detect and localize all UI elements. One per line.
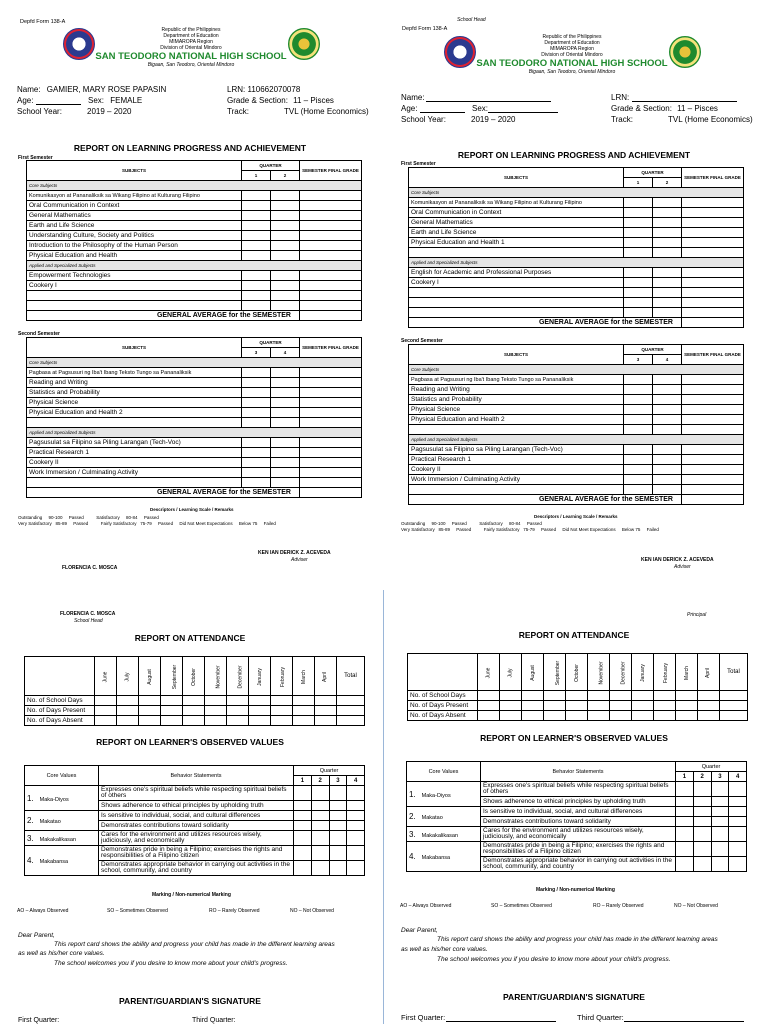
core-value: 3. Makakalikasan: [407, 827, 481, 842]
core-value: 3. Makakalikasan: [25, 831, 99, 846]
month-january: January: [249, 657, 271, 696]
month-april: April: [698, 654, 720, 691]
behavior-statement: Is sensitive to individual, social, and cultural differences: [99, 811, 294, 821]
first-sem-table: [26, 160, 362, 321]
header-line4: Division of Oriental Mindoro: [541, 52, 603, 58]
subject-name: Physical Education and Health 1: [409, 238, 624, 248]
behavior-statement: Demonstrates appropriate behavior in carrying out activities in the school, community, and country: [99, 861, 294, 876]
lrn-label: LRN:: [227, 85, 246, 94]
lrn-row: [227, 85, 300, 94]
deped-seal-icon: [63, 28, 95, 60]
sex-row: [88, 96, 142, 105]
general-average-label: GENERAL AVERAGE for the SEMESTER: [409, 318, 682, 328]
signature-title: PARENT/GUARDIAN'S SIGNATURE: [119, 996, 261, 1006]
header-line4: Division of Oriental Mindoro: [160, 45, 222, 51]
descriptors-row1: Outstanding 90-100 Passed Satisfactory 80-84 Passed: [401, 521, 542, 526]
behavior-statement: Demonstrates appropriate behavior in carrying out activities in the school, community, and country: [481, 857, 676, 872]
name-line: [426, 101, 551, 102]
values-table: [24, 765, 365, 876]
month-april: April: [315, 657, 337, 696]
col-subjects: SUBJECTS: [409, 168, 624, 188]
behavior-statement: Shows adherence to ethical principles by upholding truth: [99, 801, 294, 811]
core-subjects-label: Core Subjects: [27, 181, 362, 191]
subject-row: [27, 201, 362, 211]
first-quarter-line: [446, 1021, 556, 1022]
month-september: September: [544, 654, 566, 691]
top-note: School Head: [457, 17, 486, 23]
letter-greeting: Dear Parent,: [18, 932, 55, 939]
marking-no: NO – Not Observed: [290, 908, 334, 914]
month-october: October: [183, 657, 205, 696]
subject-name: Pagbasa at Pagsusuri ng Iba't Ibang Teksto Tungo sa Pananaliksik: [409, 375, 624, 385]
quarter-2: 2: [311, 776, 329, 786]
attendance-title: REPORT ON ATTENDANCE: [134, 633, 246, 643]
month-january: January: [632, 654, 654, 691]
year-label: School Year:: [17, 107, 62, 116]
subject-row: [27, 388, 362, 398]
col-quarter: QUARTER: [242, 161, 300, 171]
subject-row: [27, 191, 362, 201]
head-title: School Head: [74, 618, 103, 624]
attendance-row: [408, 691, 748, 701]
attendance-row: [408, 711, 748, 721]
first-sem-table: [408, 167, 744, 328]
subject-row: [409, 475, 744, 485]
marking-so: SO – Sometimes Observed: [107, 908, 168, 914]
core-value: 4. Makabansa: [25, 846, 99, 876]
school-seal-icon: [669, 36, 701, 68]
behavior-statement: Demonstrates contributions toward solidarity: [481, 817, 676, 827]
col-quarter: QUARTER: [624, 168, 682, 178]
month-december: December: [610, 654, 632, 691]
subject-row: [409, 375, 744, 385]
applied-subjects-label: Applied and Specialized Subjects: [27, 261, 362, 271]
month-september: September: [161, 657, 183, 696]
subject-name: Earth and Life Science: [27, 221, 242, 231]
month-november: November: [588, 654, 610, 691]
general-average-label: GENERAL AVERAGE for the SEMESTER: [27, 311, 300, 321]
student-name: GAMIER, MARY ROSE PAPASIN: [46, 85, 167, 94]
grade-label: Grade & Section:: [611, 104, 672, 113]
header-line1: Republic of the Philippines: [542, 34, 602, 40]
subject-name: Cookery I: [27, 281, 242, 291]
school-header: [476, 34, 668, 75]
grade-value: 11 – Pisces: [677, 104, 718, 113]
header-line3: MIMAROPA Region: [169, 39, 213, 45]
behavior-statement: Expresses one's spiritual beliefs while respecting spiritual beliefs of others: [481, 782, 676, 797]
col-behavior: Behavior Statements: [481, 762, 676, 782]
lrn-value: 110662070078: [247, 85, 301, 94]
subject-name: Introduction to the Philosophy of the Human Person: [27, 241, 242, 251]
row-label: No. of Days Absent: [25, 716, 95, 726]
subject-name: Understanding Culture, Society and Politics: [27, 231, 242, 241]
subject-row: [27, 368, 362, 378]
total-header: Total: [337, 657, 365, 696]
report-title: REPORT ON LEARNING PROGRESS AND ACHIEVEMENT: [457, 150, 691, 160]
subject-name: Physical Education and Health 2: [27, 408, 242, 418]
track-value: TVL (Home Economics): [668, 115, 753, 124]
track-label: Track:: [227, 107, 249, 116]
age-label: Age:: [401, 104, 418, 113]
letter-p1: This report card shows the ability and progress your child has made in the different learning areas: [437, 936, 718, 943]
grade-row: [227, 96, 334, 105]
general-average-label: GENERAL AVERAGE for the SEMESTER: [27, 488, 300, 498]
col-subjects: SUBJECTS: [409, 345, 624, 365]
behavior-statement: Shows adherence to ethical principles by upholding truth: [481, 797, 676, 807]
values-table: [406, 761, 747, 872]
month-march: March: [676, 654, 698, 691]
subject-name: Oral Communication in Context: [27, 201, 242, 211]
letter-p2: The school welcomes you if you desire to know more about your child's progress.: [54, 960, 288, 967]
school-name: SAN TEODORO NATIONAL HIGH SCHOOL: [95, 51, 287, 62]
marking-ao: AO – Always Observed: [17, 908, 69, 914]
subject-name: Cookery II: [409, 465, 624, 475]
subject-name: Cookery II: [27, 458, 242, 468]
deped-seal-icon: [444, 36, 476, 68]
col-quarter: Quarter: [294, 766, 365, 776]
core-value: 2. Makatao: [407, 807, 481, 827]
third-quarter-line: [624, 1021, 744, 1022]
marking-title: Marking / Non-numerical Marking: [536, 887, 615, 893]
form-label: Depfd Form 138-A: [402, 26, 448, 32]
subject-row: [27, 458, 362, 468]
subject-row: [409, 228, 744, 238]
month-june: June: [95, 657, 117, 696]
adviser-title: Adviser: [291, 557, 308, 563]
subject-name: Statistics and Probability: [409, 395, 624, 405]
month-june: June: [478, 654, 500, 691]
values-title: REPORT ON LEARNER'S OBSERVED VALUES: [480, 733, 668, 743]
quarter-1: 1: [676, 772, 694, 782]
grade-row: [611, 104, 718, 113]
month-november: November: [205, 657, 227, 696]
col-subjects: SUBJECTS: [27, 161, 242, 181]
age-line: [420, 112, 465, 113]
col-core-values: Core Values: [407, 762, 481, 782]
age-line: [36, 104, 81, 105]
subject-row: [409, 415, 744, 425]
applied-subjects-label: Applied and Specialized Subjects: [409, 258, 744, 268]
col-quarter: Quarter: [676, 762, 747, 772]
subject-name: Pagbasa at Pagsusuri ng Iba't Ibang Teksto Tungo sa Pananaliksik: [27, 368, 242, 378]
row-label: No. of Days Present: [25, 706, 95, 716]
letter-greeting: Dear Parent,: [401, 927, 438, 934]
year-value: 2019 – 2020: [87, 107, 132, 116]
subject-name: Komunikasyon at Pananaliksik sa Wikang Filipino at Kulturang Filipino: [27, 191, 242, 201]
row-label: No. of School Days: [408, 691, 478, 701]
col-behavior: Behavior Statements: [99, 766, 294, 786]
lrn-line: [632, 101, 737, 102]
third-quarter-label: Third Quarter:: [192, 1017, 236, 1024]
header-line3: MIMAROPA Region: [550, 46, 594, 52]
row-label: No. of Days Absent: [408, 711, 478, 721]
marking-ro: RO – Rarely Observed: [209, 908, 260, 914]
marking-so: SO – Sometimes Observed: [491, 903, 552, 909]
month-august: August: [139, 657, 161, 696]
subject-name: General Mathematics: [409, 218, 624, 228]
month-december: December: [227, 657, 249, 696]
subject-row: [409, 395, 744, 405]
attendance-table: [407, 653, 748, 721]
month-july: July: [500, 654, 522, 691]
applied-subjects-label: Applied and Specialized Subjects: [27, 428, 362, 438]
subject-row: [27, 448, 362, 458]
quarter-3: 3: [329, 776, 347, 786]
descriptors-title: Descriptors / Learning Scale / Remarks: [534, 514, 618, 519]
adviser-name: KEN IAN DERICK Z. ACEVEDA: [641, 557, 714, 563]
track-label: Track:: [611, 115, 633, 124]
descriptors-title: Descriptors / Learning Scale / Remarks: [150, 507, 234, 512]
descriptors-row1: Outstanding 90-100 Passed Satisfactory 80-84 Passed: [18, 515, 159, 520]
first-sem-label: First Semester: [18, 155, 53, 161]
col-quarter: QUARTER: [624, 345, 682, 355]
first-quarter-label: First Quarter:: [18, 1017, 60, 1024]
school-header: [94, 27, 288, 68]
descriptors-row2: Very Satisfactory 85-89 Passed Fairly Satisfactory 75-79 Passed Did Not Meet Expectations Below 75 Failed: [18, 521, 276, 526]
subject-name: Reading and Writing: [27, 378, 242, 388]
attendance-row: [408, 701, 748, 711]
sex-label: Sex:: [472, 104, 489, 113]
core-value: 2. Makatao: [25, 811, 99, 831]
header-line2: Department of Education: [163, 33, 219, 39]
subject-name: Physical Education and Health 2: [409, 415, 624, 425]
head-name-top: FLORENCIA C. MOSCA: [62, 565, 118, 571]
name-label: Name:: [17, 85, 41, 94]
subject-row: [409, 268, 744, 278]
behavior-statement: Demonstrates contributions toward solidarity: [99, 821, 294, 831]
name-label: Name:: [401, 93, 425, 102]
report-card-right: [384, 0, 768, 1024]
attendance-title: REPORT ON ATTENDANCE: [518, 630, 630, 640]
lrn-label: LRN:: [611, 93, 630, 102]
marking-ao: AO – Always Observed: [400, 903, 452, 909]
col-q2: 2: [653, 178, 682, 188]
subject-row: [409, 445, 744, 455]
grade-label: Grade & Section:: [227, 96, 288, 105]
behavior-statement: Demonstrates pride in being a Filipino; exercises the rights and responsibilities of a Filipino citizen: [99, 846, 294, 861]
col-final: SEMESTER FINAL GRADE: [300, 338, 362, 358]
signature-title: PARENT/GUARDIAN'S SIGNATURE: [503, 992, 645, 1002]
behavior-statement: Is sensitive to individual, social, and cultural differences: [481, 807, 676, 817]
school-address: Bigaan, San Teodoro, Oriental Mindoro: [147, 62, 235, 68]
attendance-row: [25, 716, 365, 726]
core-value: 1. Maka-Diyos: [25, 786, 99, 811]
school-name: SAN TEODORO NATIONAL HIGH SCHOOL: [476, 58, 668, 69]
subject-row: [27, 408, 362, 418]
month-february: February: [654, 654, 676, 691]
subject-row: [27, 221, 362, 231]
subject-row: [27, 398, 362, 408]
col-final: SEMESTER FINAL GRADE: [300, 161, 362, 181]
core-subjects-label: Core Subjects: [27, 358, 362, 368]
quarter-1: 1: [294, 776, 312, 786]
row-label: No. of Days Present: [408, 701, 478, 711]
core-value: 4. Makabansa: [407, 842, 481, 872]
subject-name: Physical Education and Health: [27, 251, 242, 261]
subject-name: Physical Science: [27, 398, 242, 408]
general-average-label: GENERAL AVERAGE for the SEMESTER: [409, 495, 682, 505]
track-value: TVL (Home Economics): [284, 107, 369, 116]
row-label: No. of School Days: [25, 696, 95, 706]
first-sem-label: First Semester: [401, 161, 436, 167]
age-label: Age:: [17, 96, 34, 105]
subject-row: [27, 241, 362, 251]
attendance-row: [25, 696, 365, 706]
subject-name: Cookery I: [409, 278, 624, 288]
subject-name: Reading and Writing: [409, 385, 624, 395]
col-final: SEMESTER FINAL GRADE: [682, 345, 744, 365]
subject-row: [409, 385, 744, 395]
core-subjects-label: Core Subjects: [409, 188, 744, 198]
name-row: [17, 85, 166, 94]
total-header: Total: [720, 654, 748, 691]
subject-name: Empowerment Technologies: [27, 271, 242, 281]
col-q4: 4: [271, 348, 300, 358]
header-line1: Republic of the Philippines: [161, 27, 221, 33]
core-subjects-label: Core Subjects: [409, 365, 744, 375]
col-q1: 1: [624, 178, 653, 188]
school-seal-icon: [288, 28, 320, 60]
subject-row: [409, 455, 744, 465]
subject-name: Work Immersion / Culminating Activity: [27, 468, 242, 478]
subject-row: [27, 438, 362, 448]
quarter-2: 2: [693, 772, 711, 782]
attendance-row: [25, 706, 365, 716]
col-q3: 3: [242, 348, 271, 358]
subject-name: English for Academic and Professional Purposes: [409, 268, 624, 278]
subject-row: [27, 211, 362, 221]
subject-row: [409, 278, 744, 288]
subject-name: Physical Science: [409, 405, 624, 415]
applied-subjects-label: Applied and Specialized Subjects: [409, 435, 744, 445]
first-quarter-label: First Quarter:: [401, 1013, 446, 1022]
month-october: October: [566, 654, 588, 691]
col-quarter: QUARTER: [242, 338, 300, 348]
month-march: March: [293, 657, 315, 696]
subject-name: General Mathematics: [27, 211, 242, 221]
month-july: July: [117, 657, 139, 696]
second-sem-label: Second Semester: [401, 338, 443, 344]
subject-row: [409, 405, 744, 415]
quarter-4: 4: [347, 776, 365, 786]
subject-row: [409, 218, 744, 228]
behavior-statement: Cares for the environment and utilizes resources wisely, judiciously, and economically: [99, 831, 294, 846]
quarter-3: 3: [711, 772, 729, 782]
grade-value: 11 – Pisces: [293, 96, 334, 105]
attendance-table: [24, 656, 365, 726]
sex-line: [488, 112, 558, 113]
marking-no: NO – Not Observed: [674, 903, 718, 909]
adviser-name: KEN IAN DERICK Z. ACEVEDA: [258, 550, 331, 556]
subject-row: [27, 468, 362, 478]
sex-value: FEMALE: [110, 96, 143, 105]
subject-name: Oral Communication in Context: [409, 208, 624, 218]
subject-name: Statistics and Probability: [27, 388, 242, 398]
descriptors-row2: Very Satisfactory 85-89 Passed Fairly Satisfactory 75-79 Passed Did Not Meet Expectations Below 75 Failed: [401, 527, 659, 532]
subject-row: [409, 208, 744, 218]
month-august: August: [522, 654, 544, 691]
third-quarter-label: Third Quarter:: [577, 1013, 624, 1022]
behavior-statement: Demonstrates pride in being a Filipino; exercises the rights and responsibilities of a Filipino citizen: [481, 842, 676, 857]
letter-p1b: as well as his/her core values.: [401, 946, 488, 953]
year-value: 2019 – 2020: [471, 115, 516, 124]
second-sem-table: [408, 344, 744, 505]
subject-name: Work Immersion / Culminating Activity: [409, 475, 624, 485]
sex-label: Sex:: [88, 96, 105, 105]
subject-row: [409, 238, 744, 248]
subject-name: Pagsusulat sa Filipino sa Piling Larangan (Tech-Voc): [409, 445, 624, 455]
col-subjects: SUBJECTS: [27, 338, 242, 358]
year-label: School Year:: [401, 115, 446, 124]
col-q3: 3: [624, 355, 653, 365]
col-q2: 2: [271, 171, 300, 181]
behavior-statement: Expresses one's spiritual beliefs while respecting spiritual beliefs of others: [99, 786, 294, 801]
form-label: Depfd Form 138-A: [20, 19, 66, 25]
subject-row: [27, 281, 362, 291]
subject-row: [409, 198, 744, 208]
values-title: REPORT ON LEARNER'S OBSERVED VALUES: [96, 737, 284, 747]
subject-name: Pagsusulat sa Filipino sa Piling Larangan (Tech-Voc): [27, 438, 242, 448]
subject-name: Practical Research 1: [409, 455, 624, 465]
letter-p1: This report card shows the ability and progress your child has made in the different learning areas: [54, 941, 335, 948]
second-sem-label: Second Semester: [18, 331, 60, 337]
core-value: 1. Maka-Diyos: [407, 782, 481, 807]
col-final: SEMESTER FINAL GRADE: [682, 168, 744, 188]
letter-p1b: as well as his/her core values.: [18, 950, 105, 957]
subject-row: [409, 465, 744, 475]
second-sem-table: [26, 337, 362, 498]
head-name: FLORENCIA C. MOSCA: [60, 611, 116, 617]
subject-row: [27, 251, 362, 261]
header-line2: Department of Education: [544, 40, 600, 46]
marking-ro: RO – Rarely Observed: [593, 903, 644, 909]
adviser-title: Adviser: [674, 564, 691, 570]
subject-name: Komunikasyon at Pananaliksik sa Wikang Filipino at Kulturang Filipino: [409, 198, 624, 208]
principal-label: Principal: [687, 612, 707, 618]
subject-row: [27, 271, 362, 281]
col-q1: 1: [242, 171, 271, 181]
report-title: REPORT ON LEARNING PROGRESS AND ACHIEVEMENT: [73, 143, 307, 153]
col-q4: 4: [653, 355, 682, 365]
quarter-4: 4: [729, 772, 747, 782]
behavior-statement: Cares for the environment and utilizes resources wisely, judiciously, and economically: [481, 827, 676, 842]
letter-p2: The school welcomes you if you desire to know more about your child's progress.: [437, 956, 671, 963]
school-address: Bigaan, San Teodoro, Oriental Mindoro: [528, 69, 616, 75]
subject-row: [27, 231, 362, 241]
subject-name: Earth and Life Science: [409, 228, 624, 238]
subject-row: [27, 378, 362, 388]
col-core-values: Core Values: [25, 766, 99, 786]
subject-name: Practical Research 1: [27, 448, 242, 458]
month-february: February: [271, 657, 293, 696]
marking-title: Marking / Non-numerical Marking: [152, 892, 231, 898]
